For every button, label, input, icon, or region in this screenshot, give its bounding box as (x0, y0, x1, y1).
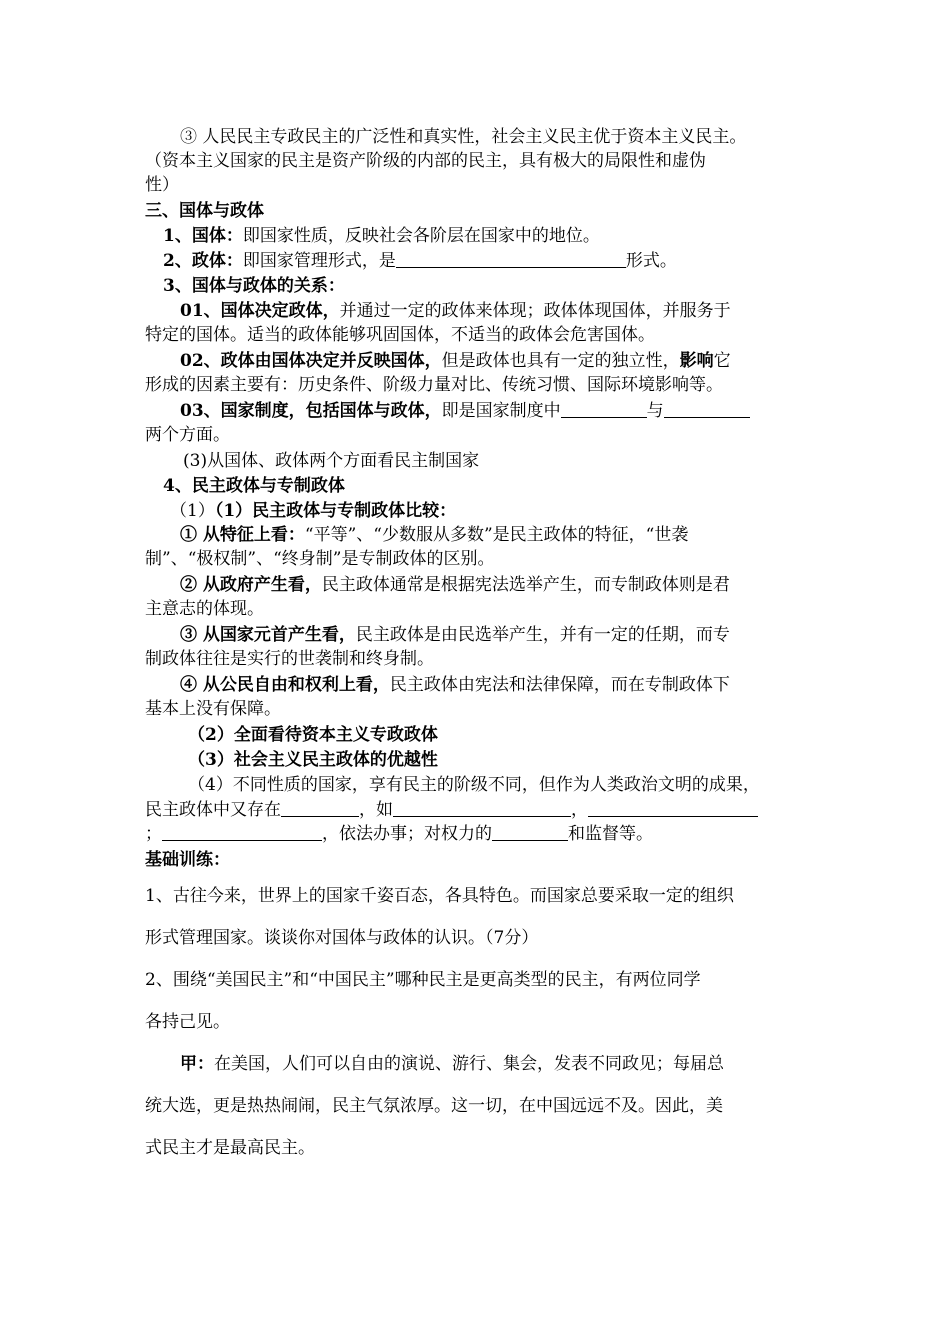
paragraph-line (145, 697, 815, 721)
term: 2、政体： (163, 251, 243, 271)
fill-in-blank[interactable] (162, 822, 322, 841)
text: 形式管理国家。谈谈你对国体与政体的认识。（7分） (145, 928, 539, 948)
section-heading (145, 848, 815, 872)
text: 统大选，更是热热闹闹，民主气氛浓厚。这一切，在中国远远不及。因此，美 (145, 1096, 723, 1116)
text: 三、国体与政体 (145, 201, 264, 221)
paragraph-line (163, 249, 833, 273)
paragraph-line (180, 299, 850, 323)
paragraph-line (145, 323, 815, 347)
text: 4、民主政体与专制政体 (163, 476, 345, 496)
question-line (145, 1094, 815, 1118)
text: ，如 (359, 800, 393, 820)
paragraph-line (145, 149, 815, 173)
text: （1）民主政体与专制政体比较： (214, 501, 457, 521)
question-line (145, 968, 815, 992)
fill-in-blank[interactable] (393, 798, 571, 817)
term: ④ 从公民自由和权利上看， (180, 675, 390, 695)
text: （资本主义国家的民主是资产阶级的内部的民主，具有极大的局限性和虚伪 (145, 151, 706, 171)
paragraph-line (180, 673, 850, 697)
text: 民主政体通常是根据宪法选举产生，而专制政体则是君 (321, 575, 730, 595)
paragraph-line (145, 423, 815, 447)
term: 03、国家制度，包括国体与政体， (180, 401, 442, 421)
paragraph-line (145, 173, 815, 197)
sub-heading (188, 723, 858, 747)
text: 但是政体也具有一定的独立性， (441, 351, 680, 371)
text: 即国家管理形式，是 (242, 251, 396, 271)
paragraph-line (180, 623, 850, 647)
text: 基本上没有保障。 (145, 699, 281, 719)
sub-heading: （1）（1）民主政体与专制政体比较： (170, 501, 457, 521)
term: 1、国体： (163, 226, 243, 246)
question-line (145, 1136, 815, 1160)
fill-in-blank[interactable] (492, 822, 568, 841)
text: 2、围绕“美国民主”和“中国民主”哪种民主是更高类型的民主，有两位同学 (145, 970, 701, 990)
sub-heading (163, 274, 833, 298)
paragraph-line (183, 449, 853, 473)
text: 主意志的体现。 (145, 599, 264, 619)
text: 性） (145, 175, 179, 195)
paragraph-line (163, 224, 833, 248)
text: 形成的因素主要有：历史条件、阶级力量对比、传统习惯、国际环境影响等。 (145, 375, 723, 395)
text: ，依法办事；对权力的 (322, 824, 492, 844)
question-line (145, 1010, 815, 1034)
paragraph-line (180, 573, 850, 597)
paragraph-line (180, 349, 850, 373)
sub-heading (188, 748, 858, 772)
paragraph-line (145, 547, 815, 571)
text: ③ 人民民主专政民主的广泛性和真实性，社会主义民主优于资本主义民主。 (180, 127, 747, 147)
paragraph-line (145, 822, 815, 846)
paragraph-line (145, 373, 815, 397)
text: 并通过一定的政体来体现；政体体现国体，并服务于 (339, 301, 731, 321)
text: 形式。 (625, 251, 677, 271)
section-heading (145, 199, 815, 223)
text: 即国家性质，反映社会各阶层在国家中的地位。 (242, 226, 600, 246)
paragraph-line (180, 399, 850, 423)
fill-in-blank[interactable] (561, 399, 647, 418)
paragraph-line (180, 523, 850, 547)
text: (3)从国体、政体两个方面看民主制国家 (183, 451, 480, 471)
fill-in-blank[interactable] (664, 399, 750, 418)
paragraph-line (145, 597, 815, 621)
text: 在美国，人们可以自由的演说、游行、集会，发表不同政见；每届总 (214, 1054, 724, 1074)
text: 它 (713, 351, 731, 371)
term: ② 从政府产生看， (180, 575, 322, 595)
paragraph-line (188, 773, 828, 797)
text: 1、古往今来，世界上的国家千姿百态，各具特色。而国家总要采取一定的组织 (145, 886, 734, 906)
text: 与 (646, 401, 664, 421)
speaker-label: 甲： (180, 1054, 214, 1074)
term: 影响 (679, 351, 714, 371)
fill-in-blank[interactable] (588, 798, 758, 817)
text: 民主政体中又存在 (145, 800, 281, 820)
text: 两个方面。 (145, 425, 230, 445)
text: （3）社会主义民主政体的优越性 (188, 750, 438, 770)
question-line (180, 1052, 850, 1076)
paragraph-line (145, 647, 815, 671)
text: 制政体往往是实行的世袭制和终身制。 (145, 649, 434, 669)
text: 基础训练： (145, 850, 230, 870)
text: “平等”、“少数服从多数”是民主政体的特征，“世袭 (304, 525, 689, 545)
text: （4）不同性质的国家，享有民主的阶级不同，但作为人类政治文明的成果， (188, 775, 760, 795)
text: 民主政体是由民选举产生，并有一定的任期，而专 (355, 625, 730, 645)
paragraph-line (180, 125, 850, 149)
term: 02、政体由国体决定并反映国体， (180, 351, 442, 371)
text: ； (145, 824, 162, 844)
text: ， (571, 800, 588, 820)
text: 和监督等。 (568, 824, 653, 844)
text: 各持己见。 (145, 1012, 230, 1032)
text: 式民主才是最高民主。 (145, 1138, 315, 1158)
text: 民主政体由宪法和法律保障，而在专制政体下 (389, 675, 730, 695)
text: 特定的国体。适当的政体能够巩固国体，不适当的政体会危害国体。 (145, 325, 655, 345)
fill-in-blank[interactable] (396, 249, 626, 268)
sub-heading (163, 474, 833, 498)
term: 01、国体决定政体， (180, 301, 340, 321)
fill-in-blank[interactable] (281, 798, 359, 817)
question-line (145, 926, 815, 950)
text: （2）全面看待资本主义专政政体 (188, 725, 438, 745)
text: 3、国体与政体的关系： (163, 276, 345, 296)
term: ③ 从国家元首产生看， (180, 625, 356, 645)
text: 制”、“极权制”、“终身制”是专制政体的区别。 (145, 549, 495, 569)
text: 即是国家制度中 (441, 401, 561, 421)
paragraph-line (145, 798, 825, 822)
question-line (145, 884, 815, 908)
term: ① 从特征上看： (180, 525, 305, 545)
